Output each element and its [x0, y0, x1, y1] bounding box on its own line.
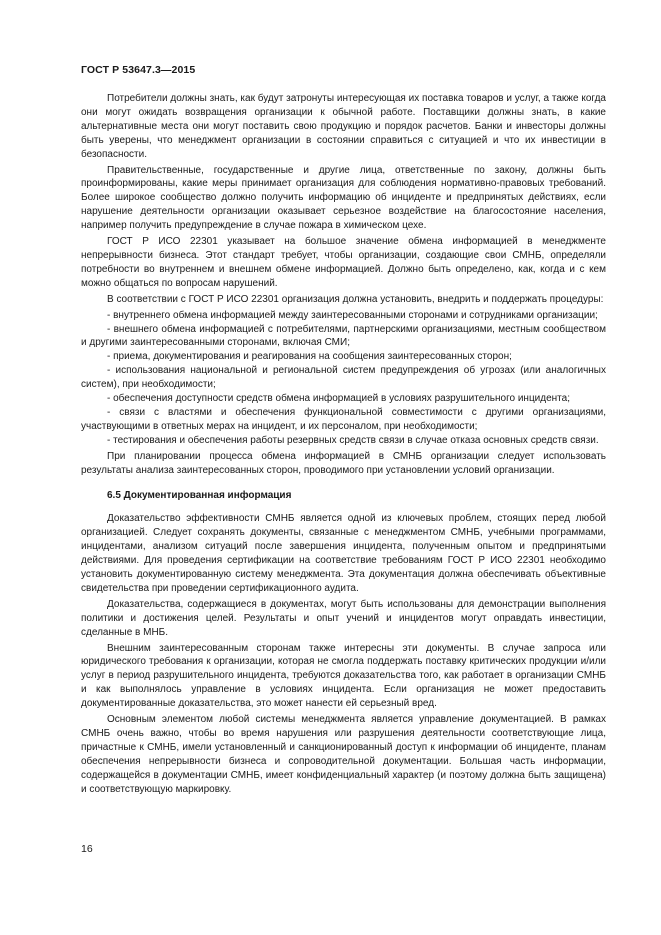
page-number: 16: [81, 843, 93, 855]
list-item: - использования национальной и региональной систем предупреждения об угрозах (или аналогичных систем), при необходимости;: [81, 365, 606, 391]
procedures-list: [81, 309, 606, 448]
paragraph: Доказательство эффективности СМНБ является одной из ключевых проблем, стоящих перед любой организацией. Следует сохранять документы, связанные с менеджментом СМНБ, учебными программами, инцидентами, анализом ситуаций после завершения инцидента, полученным опытом и предпринятыми действиями. Для проведения сертификации на соответствие требованиям ГОСТ Р ИСО 22301 необходимо установить документированную систему менеджмента. Эта документация должна обеспечивать объективные свидетельства при проведении сертификационного аудита.: [81, 513, 606, 594]
paragraph: Внешним заинтересованным сторонам также интересны эти документы. В случае запроса или юридического требования к организации, которая не смогла поддержать поставку критических продукции и/или услуг в период разрушительного инцидента, требуются доказательства того, как работает в организации СМНБ и как выполнялось управление в условиях инцидента. Если организация не может предоставить документированные доказательства, это может нанести ей серьезный вред.: [81, 642, 606, 710]
paragraph: Правительственные, государственные и другие лица, ответственные по закону, должны быть проинформированы, какие меры принимает организация для соблюдения нормативно-правовых требований. Более широкое сообщество должно получить информацию об инциденте и предпринятых действиях, если нарушение деятельности организации оказывает серьезное воздействие на благосостояние населения, например получить предупреждение в случае пожара в химическом цехе.: [81, 164, 606, 232]
paragraph: Основным элементом любой системы менеджмента является управление документацией. В рамках СМНБ очень важно, чтобы во время нарушения или разрушения деятельности соответствующие лица, причастные к СМНБ, имели установленный и санкционированный доступ к информации об инциденте, планам обеспечения непрерывности бизнеса и сопроводительной документации. Большая часть информации, содержащейся в документации СМНБ, имеет конфиденциальный характер (и поэтому должна быть защищена) и соответствующую маркировку.: [81, 714, 606, 795]
paragraph: ГОСТ Р ИСО 22301 указывает на большое значение обмена информацией в менеджменте непрерывности бизнеса. Этот стандарт требует, чтобы организации, создающие свои СМНБ, определяли потребности во внутреннем и внешнем обмене информацией. Должно быть определено, как, когда и с кем можно общаться по вопросам нарушений.: [81, 236, 606, 289]
paragraph: Потребители должны знать, как будут затронуты интересующая их поставка товаров и услуг, а также когда они могут ожидать возвращения организации к обычной работе. Поставщики должны знать, в какие альтернативные места они могут поставить свою продукцию и порядок расчетов. Банки и инвесторы должны быть уверены, что менеджмент организации в состоянии справиться с ситуацией и что их инвестиции в безопасности.: [81, 93, 606, 160]
list-item: - связи с властями и обеспечения функциональной совместимости с другими организациями, участвующими в ответных мерах на инцидент, и их персоналом, при необходимости;: [81, 406, 606, 432]
list-item: - приема, документирования и реагирования на сообщения заинтересованных сторон;: [107, 351, 512, 363]
list-item: - внешнего обмена информацией с потребителями, партнерскими организациями, местным сообществом и другими заинтересованными сторонами, включая СМИ;: [81, 323, 606, 349]
paragraph: При планировании процесса обмена информацией в СМНБ организации следует использовать результаты анализа заинтересованных сторон, проводимого при установлении условий организации.: [81, 450, 606, 476]
section-heading: 6.5 Документированная информация: [107, 490, 292, 502]
list-item: - тестирования и обеспечения работы резервных средств связи в случае отказа основных средств связи.: [107, 434, 599, 446]
list-item: - обеспечения доступности средств обмена информацией в условиях разрушительного инцидента;: [107, 393, 570, 405]
document-header: ГОСТ Р 53647.3—2015: [81, 64, 196, 76]
list-item: - внутреннего обмена информацией между заинтересованными сторонами и сотрудниками организации;: [107, 309, 598, 321]
paragraph: В соответствии с ГОСТ Р ИСО 22301 организация должна установить, внедрить и поддержать процедуры:: [107, 293, 604, 305]
paragraph: Доказательства, содержащиеся в документах, могут быть использованы для демонстрации выполнения политики и достижения целей. Результаты и опыт учений и инцидентов могут оправдать инвестиции, сделанные в МНБ.: [81, 598, 606, 638]
document-body: [81, 92, 606, 799]
